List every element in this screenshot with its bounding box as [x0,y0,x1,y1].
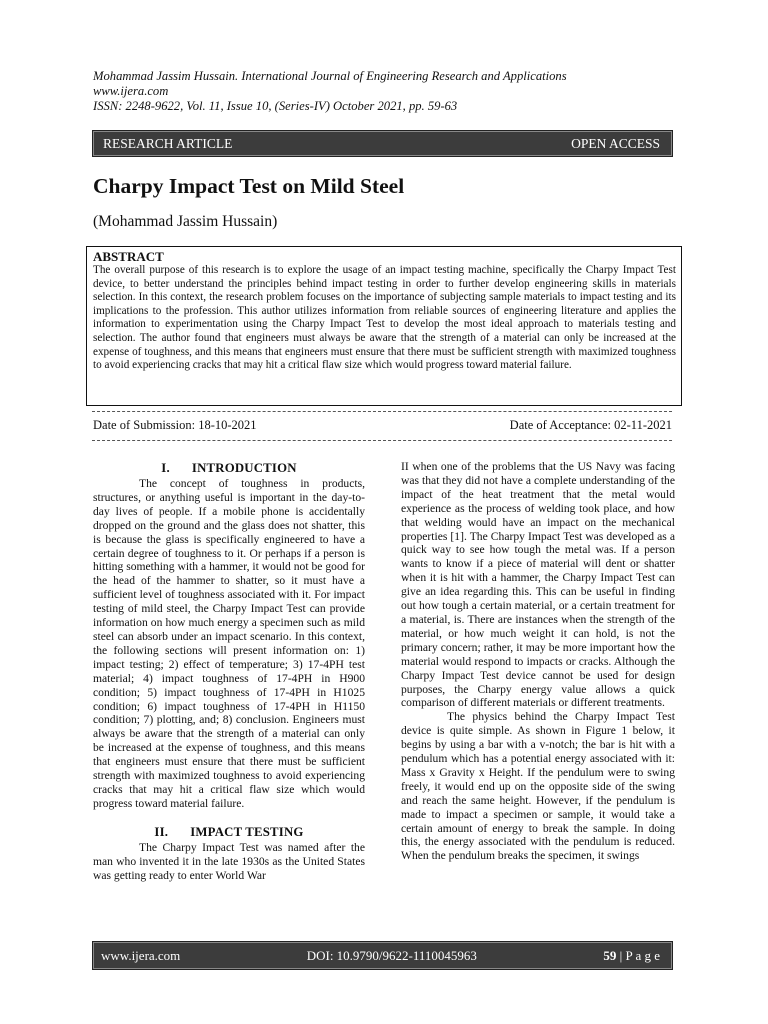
issn-line: ISSN: 2248-9622, Vol. 11, Issue 10, (Series-IV) October 2021, pp. 59-63 [93,99,458,114]
footer-page-indicator [603,948,660,964]
impact-testing-heading [93,824,365,841]
citation-line: Mohammad Jassim Hussain. International Journal of Engineering Research and Applications [93,69,567,83]
introduction-heading [93,460,365,477]
open-access-label: OPEN ACCESS [571,135,660,151]
abstract-box [86,246,682,406]
bottom-dashed-divider [92,440,672,441]
acceptance-date: Date of Acceptance: 02-11-2021 [509,418,672,432]
journal-header [93,69,693,115]
introduction-number: I. [161,461,170,475]
article-type-banner [92,130,673,157]
introduction-title: INTRODUCTION [191,461,297,475]
journal-website[interactable]: www.ijera.com [93,84,169,99]
paper-author: (Mohammad Jassim Hussain) [93,213,278,230]
right-column [401,460,675,863]
introduction-text: The concept of toughness in products, structures, or anything useful is important in the day-to-day lives of people. If a mobile phone is accidentally dropped on the ground and the glass does not shatter, this is because the glass is specifically engineered to have a certain degree of toughness to it. Or perhaps if a person is hitting something with a hammer, it would not be good for the head of the hammer to shatter, so it must have a sufficient level of toughness associated with it. For impact testing of mild steel, the Charpy Impact Test can provide information on how much energy a specimen such as mild steel can absorb under an impact scenario. In this context, the following sections will present information on: 1) impact testing; 2) effect of temperature; 3) 17-4PH test material; 4) impact toughness of 17-4PH in H900 condition; 5) impact toughness of 17-4PH in H1025 condition; 6) impact toughness of 17-4PH in H1150 condition; 7) plotting, and; 8) conclusion. Engineers must always be aware that the strength of a material can only be increased at the expense of toughness, and this means that engineers must ensure that there must be sufficient strength with maximized toughness to avoid experiencing cracks that may hit a critical flaw size which would progress toward material failure. [93,477,365,810]
footer-doi[interactable]: DOI: 10.9790/9622-1110045963 [306,947,477,963]
page-label: | P a g e [619,947,660,963]
page-footer [92,941,673,970]
impact-testing-text: The Charpy Impact Test was named after the man who invented it in the late 1930s as the United States was getting ready to enter World War [93,840,365,882]
paper-title: Charpy Impact Test on Mild Steel [93,174,405,198]
research-article-label: RESEARCH ARTICLE [103,135,233,151]
right-column-paragraph-2: The physics behind the Charpy Impact Test device is quite simple. As shown in Figure 1 below, it begins by using a bar with a v-notch; the bar is hit with a pendulum which has a potential energy associated with it: Mass x Gravity x Height. If the pendulum were to swing freely, it would end up on the opposite side of the swing and reach the same height. However, if the pendulum is made to impact a specimen or sample, it would take a certain amount of energy to break the sample. In doing this, the energy associated with the pendulum is reduced. When the pendulum breaks the specimen, it swings [401,710,675,863]
left-column [93,460,365,882]
impact-testing-title: IMPACT TESTING [190,824,304,839]
right-column-paragraph-1: II when one of the problems that the US Navy was facing was that they did not have a complete understanding of the impact of the heat treatment that the metal would experience as the process of welding took place, and how that welding would have an impact on the mechanical properties [1]. The Charpy Impact Test was developed as a quick way to see how tough the metal was. If a person wants to know if a piece of material will dent or shatter when it is hit with a hammer, the Charpy Impact Test can give an idea regarding this. This can be useful in finding out how tough a certain material, or a certain treatment for a material, is. There are instances when the strength of the material, or how much weight it can hold, is not the primary concern; rather, it may be more important how the material would respond to impacts or cracks. Although the Charpy Impact Test device cannot be used for design purposes, the Charpy energy value allows a quick comparison of different materials or different treatments. [401,460,675,710]
page-number: 59 [603,947,617,963]
submission-date: Date of Submission: 18-10-2021 [93,418,257,432]
top-dashed-divider [92,411,672,412]
abstract-heading: ABSTRACT [93,249,164,264]
abstract-text: The overall purpose of this research is to explore the usage of an impact testing machine, specifically the Charpy Impact Test device, to better understand the principles behind impact testing in order to further develop engineering skills in materials selection. In this context, the research problem focuses on the importance of subjecting sample materials to impact testing and its implications to the profession. This author utilizes information from reliable sources of engineering literature and applies the information to experimentation using the Charpy Impact Test to develop the most ideal approach to materials testing and selection. The author found that engineers must always be aware that the strength of a material can only be increased at the expense of toughness, and this means that engineers must ensure that there must be sufficient strength with maximized toughness to avoid experiencing cracks that may hit a critical flaw size which would progress toward material failure. [93,264,676,372]
footer-website[interactable]: www.ijera.com [101,947,181,963]
impact-testing-number: II. [154,824,169,839]
dates-row [93,418,672,433]
